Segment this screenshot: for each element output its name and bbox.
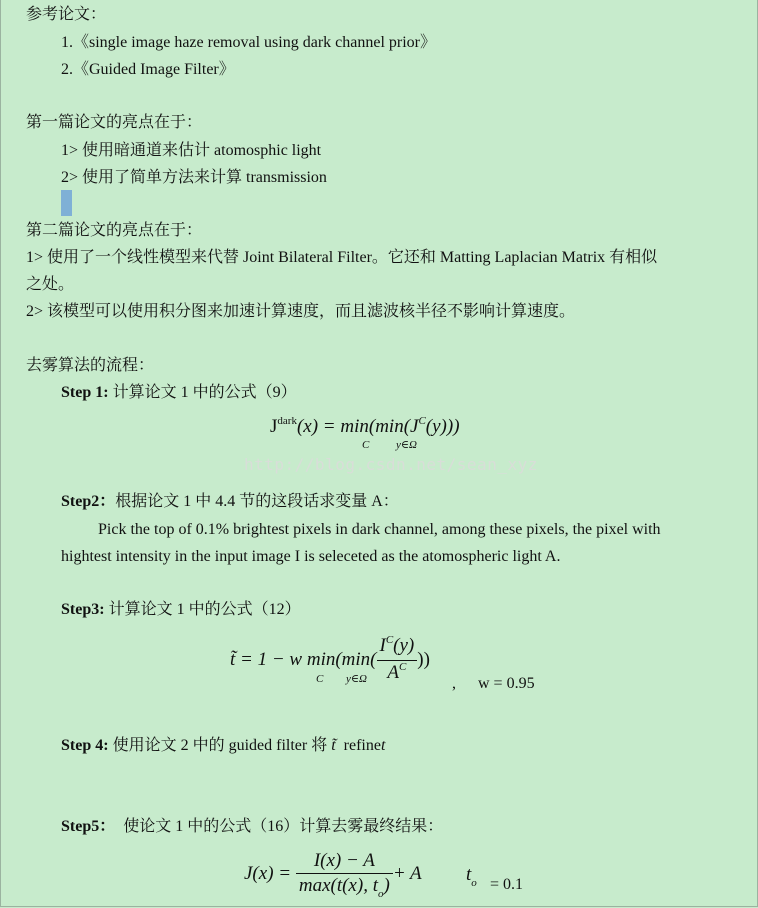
eq12-under-min1: C	[316, 673, 324, 685]
algo-heading: 去雾算法的流程：	[26, 357, 155, 374]
eq12-fraction	[377, 634, 418, 687]
eq16-den-text: max(t(x), t	[298, 875, 378, 896]
step2-label: Step2：	[61, 493, 116, 510]
eq16-t0-t: t	[466, 864, 472, 885]
quote-line-1: Pick the top of 0.1% brightest pixels in dark channel, among these pixels, the pixel with	[98, 521, 661, 538]
step4	[61, 736, 385, 756]
eq16-lhs: J(x) =	[244, 862, 292, 884]
step1-text: 计算论文 1 中的公式（9）	[112, 384, 297, 401]
eq12-num-C: C	[385, 634, 394, 646]
eq12-num	[377, 634, 418, 661]
eq16-t0-val: = 0.1	[490, 876, 524, 893]
paper1-item-1: 1> 使用暗通道来估计 atomosphic light	[61, 142, 322, 159]
eq12-under-min2: y∈Ω	[346, 673, 367, 685]
step3-label: Step3:	[61, 601, 105, 618]
step4-tilde-t: t̃	[331, 737, 336, 754]
paper2-item-1-line2: 之处。	[26, 276, 75, 293]
quote-line-2: hightest intensity in the input image I is seleceted as the atomospheric light A.	[61, 548, 561, 565]
step3-text: 计算论文 1 中的公式（12）	[108, 601, 301, 618]
ref-item-2: 2.《Guided Image Filter》	[61, 61, 235, 78]
step3	[61, 600, 301, 620]
paper2-item-1-line1: 1> 使用了一个线性模型来代替 Joint Bilateral Filter。它还和 Matting Laplacian Matrix 有相似	[26, 249, 658, 266]
eq12-param: w = 0.95	[478, 675, 535, 692]
watermark: http://blog.csdn.net/sean_xyz	[244, 455, 538, 474]
eq12-comma: ,	[452, 675, 456, 692]
step5-text: 使论文 1 中的公式（16）计算去雾最终结果：	[123, 818, 444, 835]
equation-16	[244, 849, 422, 900]
eq16-t0-sub: o	[471, 877, 477, 889]
eq9-tail: (y)))	[425, 416, 460, 437]
eq12-den-C: C	[399, 661, 407, 673]
eq9-J: J	[270, 416, 278, 437]
eq16-fraction	[296, 849, 393, 900]
step5-label: Step5：	[61, 818, 116, 835]
step4-text-a: 使用论文 2 中的 guided filter 将	[112, 737, 328, 754]
step1-label: Step 1:	[61, 384, 109, 401]
eq16-plus: + A	[392, 862, 422, 884]
eq9-under-min2: y∈Ω	[396, 439, 417, 451]
step5	[61, 817, 443, 837]
ref-item-1: 1.《single image haze removal using dark channel prior》	[61, 34, 436, 51]
eq12-den-A: A	[387, 662, 400, 683]
eq12-lhs: t̃ = 1 − w min(min(	[230, 648, 377, 670]
eq9-body: (x) = min(min(J	[296, 416, 419, 437]
paper1-heading: 第一篇论文的亮点在于：	[26, 114, 203, 131]
paper2-item-2: 2> 该模型可以使用积分图来加速计算速度，而且滤波核半径不影响计算速度。	[26, 303, 576, 320]
eq16-num: I(x) − A	[296, 849, 393, 874]
step2-text: 根据论文 1 中 4.4 节的这段话求变量 A：	[115, 493, 399, 510]
step4-text-b: refine	[343, 737, 381, 754]
eq16-den	[296, 874, 393, 900]
eq12-rhs: ))	[417, 648, 430, 670]
eq16-den-close: )	[383, 875, 390, 896]
text-cursor	[61, 190, 72, 216]
refs-heading: 参考论文：	[26, 6, 107, 23]
eq9-under-min1: C	[362, 439, 370, 451]
equation-12	[230, 634, 430, 687]
paper1-item-2: 2> 使用了简单方法来计算 transmission	[61, 169, 327, 186]
paper2-heading: 第二篇论文的亮点在于：	[26, 222, 203, 239]
step1	[61, 383, 297, 403]
eq12-den	[377, 661, 418, 687]
step2	[61, 492, 399, 512]
eq16-den-o: o	[377, 888, 384, 900]
eq9-dark: dark	[277, 415, 297, 427]
eq12-num-y: (y)	[393, 635, 415, 656]
eq12-num-I: I	[379, 635, 386, 656]
step4-t: t	[380, 737, 386, 754]
eq9-C: C	[418, 415, 426, 427]
step4-label: Step 4:	[61, 737, 109, 754]
eq16-t0	[466, 864, 477, 888]
